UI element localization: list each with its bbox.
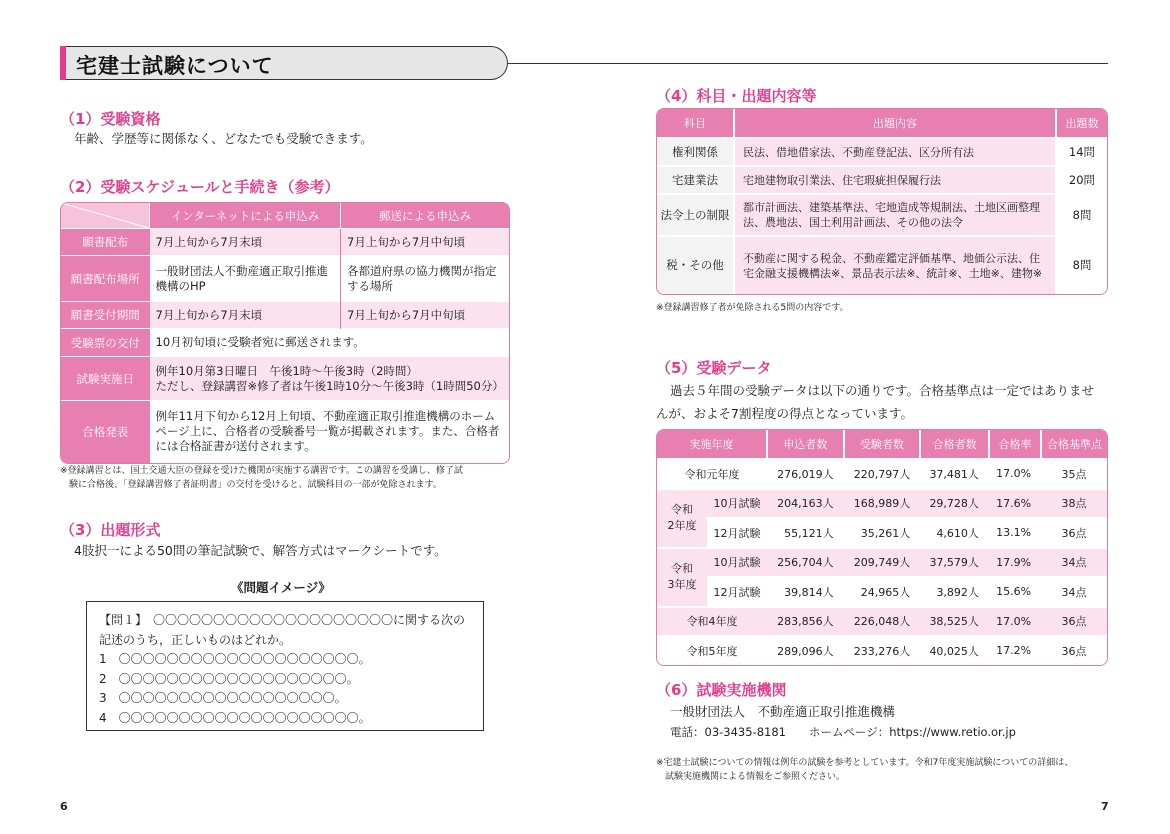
applicants-cell: 204,163人 xyxy=(767,489,844,519)
subjects-footnote: ※登録講習修了者が免除される5問の内容です。 xyxy=(656,303,849,313)
organization-footnote xyxy=(656,756,1073,784)
era-label: 令和 3年度 xyxy=(667,562,697,591)
option-text: 〇〇〇〇〇〇〇〇〇〇〇〇〇〇〇〇〇〇〇〇。 xyxy=(118,652,371,666)
footnote-line: ※宅建士試験についての情報は例年の試験を参考としています。令和7年度実施試験についての詳細は、 xyxy=(656,758,1074,768)
column-header: 合格者数 xyxy=(920,430,989,459)
applicants-cell: 55,121人 xyxy=(767,518,844,548)
question-count: 8問 xyxy=(1056,194,1107,236)
option-text: 〇〇〇〇〇〇〇〇〇〇〇〇〇〇〇〇〇〇〇〇。 xyxy=(118,710,371,725)
row-label: 試験実施日 xyxy=(61,357,150,401)
column-header: 申込者数 xyxy=(767,430,844,459)
applicants-cell: 276,019人 xyxy=(767,459,844,489)
footnote-line: 試験実施機関による情報をご参照ください。 xyxy=(656,772,846,782)
option-number: 1 xyxy=(99,652,107,666)
year-cell: 令和4年度 xyxy=(657,607,767,637)
section-heading-qualification: （1）受験資格 xyxy=(60,110,161,128)
data-text-line: 過去５年間の受験データは以下の通りです。合格基準点は一定ではありませ xyxy=(670,383,1095,398)
organization-contact: 電話：03-3435-8181 ホームページ：https://www.retio.or.jp xyxy=(670,725,1016,739)
row-label: 願書配布場所 xyxy=(61,256,150,302)
footnote-line: 験に合格後、「登録講習修了者証明書」の交付を受けると、試験科目の一部が免除されます。 xyxy=(60,480,442,490)
option-number: 2 xyxy=(99,671,107,686)
subject-content: 都市計画法、建築基準法、宅地造成等規制法、土地区画整理法、農地法、国土利用計画法、その他の法令 xyxy=(734,194,1056,236)
table-row xyxy=(657,607,1107,637)
passers-cell: 29,728人 xyxy=(920,489,989,519)
column-header-internet: インターネットによる申込み xyxy=(150,203,341,229)
title-accent-bar xyxy=(60,46,66,80)
option-number: 4 xyxy=(99,710,107,725)
table-row xyxy=(657,636,1107,665)
passers-cell: 37,481人 xyxy=(920,459,989,489)
section-heading-format: （3）出題形式 xyxy=(60,521,161,539)
title-rule xyxy=(508,63,1108,64)
answer-option xyxy=(99,709,471,729)
exam-date-line: 例年10月第3日曜日 午後1時〜午後3時（2時間） xyxy=(155,363,418,378)
section-heading-schedule: （2）受験スケジュールと手続き（参考） xyxy=(60,178,340,196)
rate-cell: 17.9% xyxy=(989,548,1041,578)
examinees-cell: 209,749人 xyxy=(844,548,921,578)
subject-label: 宅建業法 xyxy=(657,166,734,194)
column-header: 受験者数 xyxy=(844,430,921,459)
applicants-cell: 289,096人 xyxy=(767,636,844,665)
option-text: 〇〇〇〇〇〇〇〇〇〇〇〇〇〇〇〇〇〇。 xyxy=(118,691,347,705)
table-cell xyxy=(150,357,510,401)
passers-cell: 37,579人 xyxy=(920,548,989,578)
era-cell xyxy=(657,489,707,548)
subject-label: 権利関係 xyxy=(657,138,734,166)
examinees-cell: 233,276人 xyxy=(844,636,921,665)
answer-option xyxy=(99,689,471,709)
rate-cell: 15.6% xyxy=(989,577,1041,607)
examinees-cell: 168,989人 xyxy=(844,489,921,519)
row-label: 願書受付期間 xyxy=(61,302,150,329)
question-count: 20問 xyxy=(1056,166,1107,194)
column-header: 合格基準点 xyxy=(1041,430,1107,459)
examinees-cell: 24,965人 xyxy=(844,577,921,607)
table-row xyxy=(657,548,1107,578)
applicants-cell: 39,814人 xyxy=(767,577,844,607)
year-cell: 令和5年度 xyxy=(657,636,767,665)
cutoff-cell: 35点 xyxy=(1041,459,1107,489)
question-image-title: 《問題イメージ》 xyxy=(231,580,331,595)
rate-cell: 17.0% xyxy=(989,607,1041,637)
option-text: 〇〇〇〇〇〇〇〇〇〇〇〇〇〇〇〇〇〇〇。 xyxy=(118,671,359,686)
organization-name: 一般財団法人 不動産適正取引推進機構 xyxy=(670,704,896,719)
cutoff-cell: 34点 xyxy=(1041,577,1107,607)
column-header-mail: 郵送による申込み xyxy=(341,203,509,229)
rate-cell: 17.0% xyxy=(989,459,1041,489)
subject-label: 法令上の制限 xyxy=(657,194,734,236)
examinees-cell: 35,261人 xyxy=(844,518,921,548)
applicants-cell: 256,704人 xyxy=(767,548,844,578)
page-title: 宅建士試験について xyxy=(76,54,274,78)
subject-content: 宅地建物取引業法、住宅瑕疵担保履行法 xyxy=(734,166,1056,194)
table-cell: 例年11月下旬から12月上旬頃、不動産適正取引推進機構のホームページ上に、合格者の受験番号一覧が掲載されます。また、合格者には合格証書が送付されます。 xyxy=(150,401,510,463)
answer-option xyxy=(99,650,471,670)
passers-cell: 38,525人 xyxy=(920,607,989,637)
cutoff-cell: 34点 xyxy=(1041,548,1107,578)
table-cell: 7月上旬から7月中旬頃 xyxy=(341,302,509,329)
applicants-cell: 283,856人 xyxy=(767,607,844,637)
row-label: 受験票の交付 xyxy=(61,329,150,357)
footnote-line: ※登録講習とは、国土交通大臣の登録を受けた機関が実施する講習です。この講習を受講し、修了試 xyxy=(60,466,463,476)
table-corner-cell xyxy=(61,203,150,229)
table-cell: 各都道府県の協力機関が指定する場所 xyxy=(341,256,509,302)
data-text-line: んが、およそ7割程度の得点となっています。 xyxy=(656,406,913,421)
examinees-cell: 220,797人 xyxy=(844,459,921,489)
row-label: 合格発表 xyxy=(61,401,150,463)
question-count: 8問 xyxy=(1056,236,1107,294)
section-heading-subjects: （4）科目・出題内容等 xyxy=(656,87,817,105)
year-cell: 10月試験 xyxy=(707,489,767,519)
column-header-count: 出題数 xyxy=(1056,109,1107,138)
option-number: 3 xyxy=(99,691,107,705)
cutoff-cell: 36点 xyxy=(1041,607,1107,637)
passers-cell: 3,892人 xyxy=(920,577,989,607)
subjects-table xyxy=(656,108,1108,295)
rate-cell: 17.2% xyxy=(989,636,1041,665)
section-heading-data: （5）受験データ xyxy=(656,359,772,377)
table-cell: 一般財団法人不動産適正取引推進機構のHP xyxy=(150,256,341,302)
subject-label: 税・その他 xyxy=(657,236,734,294)
year-cell: 12月試験 xyxy=(707,577,767,607)
answer-option xyxy=(99,670,471,690)
subject-content: 民法、借地借家法、不動産登記法、区分所有法 xyxy=(734,138,1056,166)
format-text: 4肢択一による50問の筆記試験で、解答方式はマークシートです。 xyxy=(74,543,447,558)
cutoff-cell: 36点 xyxy=(1041,636,1107,665)
column-header-content: 出題内容 xyxy=(734,109,1056,138)
era-cell xyxy=(657,548,707,607)
table-row xyxy=(657,518,1107,548)
table-row xyxy=(657,577,1107,607)
table-cell: 7月上旬から7月末頃 xyxy=(150,229,341,256)
year-cell: 12月試験 xyxy=(707,518,767,548)
column-header-subject: 科目 xyxy=(657,109,734,138)
table-cell: 7月上旬から7月末頃 xyxy=(150,302,341,329)
year-cell: 令和元年度 xyxy=(657,459,767,489)
rate-cell: 13.1% xyxy=(989,518,1041,548)
column-header: 実施年度 xyxy=(657,430,767,459)
rate-cell: 17.6% xyxy=(989,489,1041,519)
cutoff-cell: 38点 xyxy=(1041,489,1107,519)
exam-date-line: ただし、登録講習※修了者は午後1時10分〜午後3時（1時間50分） xyxy=(155,378,504,393)
passers-cell: 40,025人 xyxy=(920,636,989,665)
schedule-footnote xyxy=(60,464,463,492)
qualification-text: 年齢、学歴等に関係なく、どなたでも受験できます。 xyxy=(74,131,373,146)
passers-cell: 4,610人 xyxy=(920,518,989,548)
era-label: 令和 2年度 xyxy=(667,503,697,532)
year-cell: 10月試験 xyxy=(707,548,767,578)
table-row xyxy=(657,489,1107,519)
question-stem: 【問１】 〇〇〇〇〇〇〇〇〇〇〇〇〇〇〇〇〇〇〇〇に関する次の xyxy=(99,613,466,627)
table-row xyxy=(657,459,1107,489)
question-count: 14問 xyxy=(1056,138,1107,166)
exam-data-table xyxy=(656,429,1108,666)
page-number-right: 7 xyxy=(1101,800,1109,813)
sample-question-box xyxy=(86,601,484,731)
cutoff-cell: 36点 xyxy=(1041,518,1107,548)
examinees-cell: 226,048人 xyxy=(844,607,921,637)
table-cell: 7月上旬から7月中旬頃 xyxy=(341,229,509,256)
row-label: 願書配布 xyxy=(61,229,150,256)
table-cell: 10月初旬頃に受験者宛に郵送されます。 xyxy=(150,329,510,357)
section-heading-organization: （6）試験実施機関 xyxy=(656,681,787,699)
page-number-left: 6 xyxy=(60,800,68,813)
schedule-table xyxy=(60,202,510,464)
question-stem: 記述のうち，正しいものはどれか。 xyxy=(99,632,292,647)
column-header: 合格率 xyxy=(989,430,1041,459)
subject-content: 不動産に関する税金、不動産鑑定評価基準、地価公示法、住宅金融支援機構法※、景品表示法※、統計※、土地※、建物※ xyxy=(734,236,1056,294)
